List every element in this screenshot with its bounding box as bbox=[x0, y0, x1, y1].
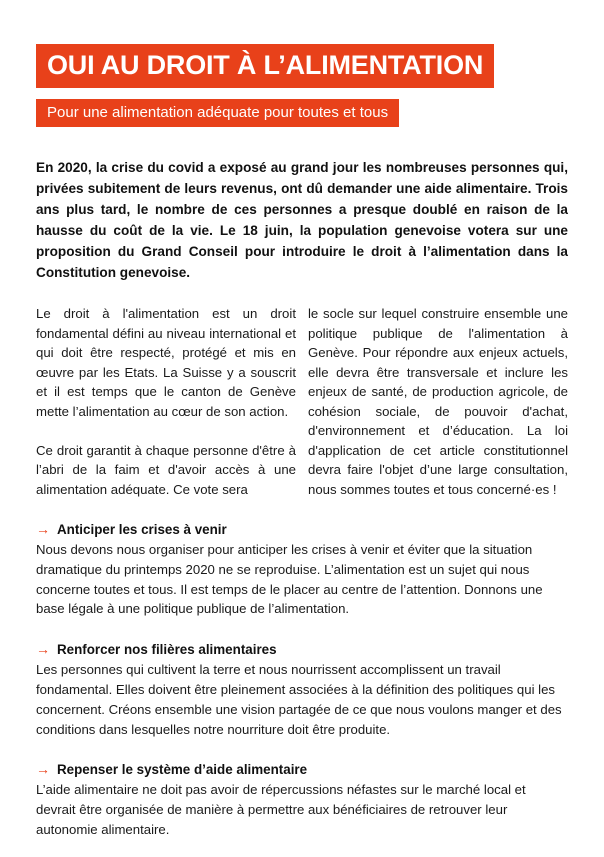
section-renforcer-filieres bbox=[36, 640, 568, 739]
section-body: Nous devons nous organiser pour anticiper les crises à venir et éviter que la situation dramatique du printemps 2020 ne se reproduise. L’alimentation est un sujet qui nous concerne toutes et tous. Il est temps de le placer au centre de l’attention. Donnons une base légale à une politique publique de l’alimentation. bbox=[36, 542, 543, 617]
section-heading-label: Anticiper les crises à venir bbox=[57, 522, 227, 537]
column-left bbox=[36, 304, 296, 499]
section-heading-label: Repenser le système d’aide alimentaire bbox=[57, 762, 308, 778]
arrow-right-icon: → bbox=[36, 521, 50, 537]
column-right bbox=[308, 304, 568, 499]
section-repenser-aide-alimentaire bbox=[36, 760, 568, 839]
arrow-right-icon: → bbox=[36, 761, 50, 778]
lead-paragraph: En 2020, la crise du covid a exposé au grand jour les nombreuses personnes qui, privées subitement de leurs revenus, ont dû demander une aide alimentaire. Trois ans plus tard, le nombre de ces personnes a presque doublé en raison de la hausse du coût de la vie. Le 18 juin, la population genevoise votera sur une proposition du Grand Conseil pour introduire le droit à l’alimentation dans la Constitution genevoise. bbox=[36, 160, 568, 280]
two-column-body bbox=[36, 304, 568, 499]
section-heading-label: Renforcer nos filières alimentaires bbox=[57, 642, 277, 658]
section-anticiper-les-crises bbox=[36, 520, 568, 619]
section-body: Les personnes qui cultivent la terre et nous nourrissent accomplissent un travail fondamental. Elles doivent être pleinement associées à la définition des politiques qui les concernent. Créons ensemble une vision partagée de ce que nous voulons manger et des conditions dans lesquelles notre nourriture doit être produite. bbox=[36, 662, 562, 737]
column-left-paragraph-2: Ce droit garantit à chaque personne d'être à l’abri de la faim et d'avoir accès à une alimentation adéquate. Ce vote sera bbox=[36, 442, 296, 497]
page-title: OUI AU DROIT À L’ALIMENTATION bbox=[36, 44, 494, 88]
section-heading bbox=[36, 640, 568, 659]
arrow-right-icon: → bbox=[36, 641, 50, 658]
page-subtitle: Pour une alimentation adéquate pour toutes et tous bbox=[36, 99, 399, 127]
column-left-paragraph-1: Le droit à l'alimentation est un droit fondamental défini au niveau international et qui doit être respecté, protégé et mis en œuvre par les Etats. La Suisse y a souscrit et il est temps que le canton de Genève mette l’alimentation au cœur de son action. bbox=[36, 306, 296, 419]
section-heading bbox=[36, 760, 568, 779]
header bbox=[36, 0, 568, 127]
section-body: L’aide alimentaire ne doit pas avoir de répercussions néfastes sur le marché local et devrait être organisée de manière à permettre aux bénéficiaires de retrouver leur autonomie alimentaire. bbox=[36, 782, 526, 837]
column-right-paragraph-1: le socle sur lequel construire ensemble une politique publique de l'alimentation à Genève. Pour répondre aux enjeux actuels, elle devra être transversale et inclure les enjeux de santé, de production agricole, de cohésion sociale, de pouvoir d'achat, d'environnement et d’éducation. La loi d'application de cet article constitutionnel devra faire l'objet d’une large consultation, nous sommes toutes et tous concerné·es ! bbox=[308, 306, 568, 497]
section-heading bbox=[36, 520, 568, 539]
